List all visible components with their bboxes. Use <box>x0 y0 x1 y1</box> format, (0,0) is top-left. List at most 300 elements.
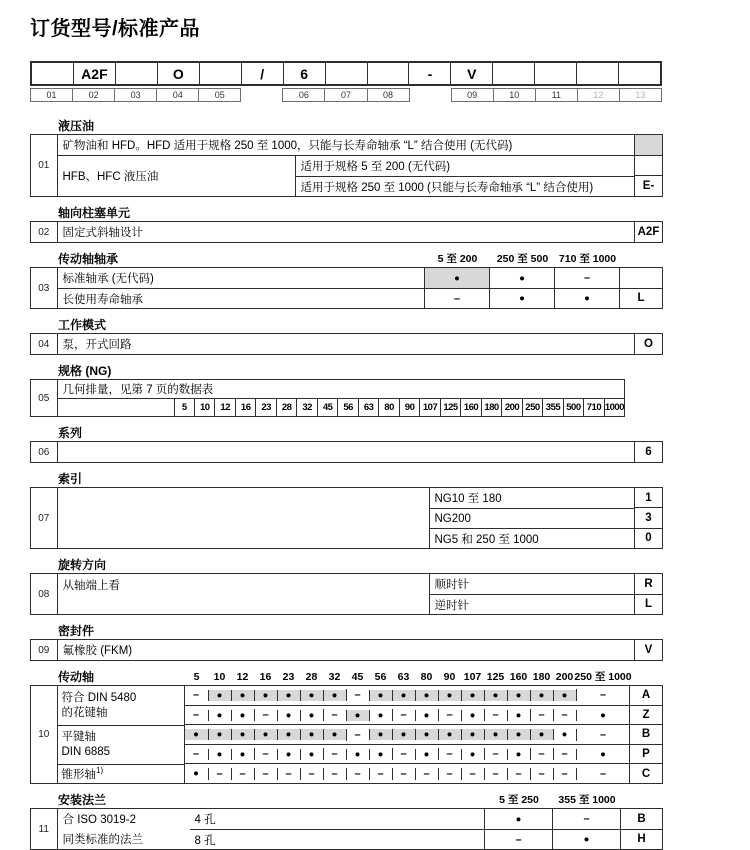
row-label: 泵，开式回路 <box>62 339 132 351</box>
row-label: 顺时针 <box>434 579 469 591</box>
section-number: 08 <box>31 574 58 614</box>
model-code-value-row <box>30 61 662 86</box>
availability-cell: ● <box>461 749 484 760</box>
code-cell: E- <box>635 175 662 196</box>
column-header: 250 至 1000 <box>574 671 632 683</box>
code-cell: H <box>621 829 662 850</box>
table-row <box>58 398 625 416</box>
model-code-gap <box>410 88 451 102</box>
availability-cell: ● <box>300 729 323 740</box>
availability-cell: ● <box>424 268 489 288</box>
size-cells <box>175 399 625 416</box>
availability-cell: – <box>530 748 553 760</box>
section-heading: 轴向柱塞单元 <box>58 206 131 220</box>
section-03-drive-shaft-bearing <box>30 252 663 309</box>
availability-cell: – <box>254 748 277 760</box>
code-cell: 1 <box>645 491 652 504</box>
availability-cell: – <box>300 768 323 780</box>
row-label: 长使用寿命轴承 <box>62 293 143 306</box>
grid-cell: 1000 <box>604 399 624 416</box>
code-cell: R <box>644 577 653 590</box>
availability-cell: ● <box>489 289 554 308</box>
availability-cell: ● <box>552 830 620 849</box>
grid-cell: 125 <box>486 671 505 683</box>
section-09-table <box>30 639 663 661</box>
grid-cell: 45 <box>317 399 337 416</box>
availability-cells <box>484 809 620 829</box>
availability-cell: ● <box>461 690 484 701</box>
code-cell: A2F <box>637 226 660 238</box>
section-09-seals <box>30 624 663 661</box>
grid-cell: 250 <box>522 399 542 416</box>
availability-cell: – <box>323 768 346 780</box>
model-code-gap <box>241 88 282 102</box>
availability-cell: ● <box>415 749 438 760</box>
code-cell: 0 <box>635 528 662 548</box>
availability-cell: – <box>231 768 254 780</box>
table-row <box>190 809 621 829</box>
availability-cell: – <box>484 830 552 849</box>
table-row <box>430 488 635 508</box>
availability-cell: ● <box>193 768 199 780</box>
section-number: 01 <box>31 135 58 196</box>
availability-cell: – <box>507 768 530 780</box>
grid-cell: 10 <box>213 671 226 683</box>
availability-cell: – <box>576 729 630 741</box>
availability-cell: ● <box>254 729 277 740</box>
availability-cell: ● <box>415 710 438 721</box>
availability-cell: ● <box>576 749 630 760</box>
availability-cell: – <box>208 768 231 780</box>
left-spanning-cell: 从轴端上看 <box>58 574 430 614</box>
section-number: 03 <box>31 268 58 308</box>
availability-cell: ● <box>507 729 530 740</box>
availability-cell: – <box>254 768 277 780</box>
availability-cell: – <box>369 768 392 780</box>
grid-cell: 160 <box>509 671 528 683</box>
availability-cell: ● <box>277 749 300 760</box>
model-code-cell: V <box>450 63 492 84</box>
row-label: 适用于规格 250 至 1000 (只能与长寿命轴承 “L” 结合使用) <box>300 181 594 194</box>
model-code-position: 09 <box>451 88 494 102</box>
table-row <box>58 268 620 288</box>
table-row <box>58 288 620 308</box>
availability-cell: ● <box>489 268 554 288</box>
code-cell <box>620 268 662 288</box>
model-code-position: 06 <box>282 88 325 102</box>
section-heading: 传动轴 <box>58 670 95 684</box>
section-heading: 工作模式 <box>58 318 107 332</box>
grid-cell: 125 <box>440 399 460 416</box>
availability-cell: ● <box>553 729 576 740</box>
model-code-cell: - <box>408 63 450 84</box>
page-title: 订货型号/标准产品 <box>30 18 201 40</box>
table-row <box>58 334 635 354</box>
grid-cell: 12 <box>236 671 249 683</box>
table-row <box>58 135 635 155</box>
grid-cell: 160 <box>460 399 480 416</box>
availability-cell: – <box>192 709 200 722</box>
availability-cell: – <box>277 768 300 780</box>
availability-cell: – <box>254 709 277 721</box>
model-code-cell <box>199 63 241 84</box>
grid-cell: 23 <box>255 399 275 416</box>
code-cell: 3 <box>635 507 662 527</box>
table-row <box>58 222 635 242</box>
grid-cell: 63 <box>358 399 378 416</box>
code-cell: C <box>630 763 662 783</box>
model-code-position: 05 <box>199 88 241 102</box>
grid-cell: 45 <box>351 671 364 683</box>
row-label: 锥形轴$^{1)}$ <box>58 764 184 783</box>
grid-cell: 107 <box>463 671 482 683</box>
model-code-position: 04 <box>157 88 199 102</box>
section-heading: 液压油 <box>58 119 95 133</box>
row-label: 矿物油和 HFD。HFD 适用于规格 250 至 1000，只能与长寿命轴承 “L” 结合使用 (无代码) <box>62 140 513 152</box>
row-label: 氟橡胶 (FKM) <box>62 645 133 657</box>
section-02-table <box>30 221 663 243</box>
section-number: 05 <box>31 380 58 416</box>
availability-cell: ● <box>438 729 461 740</box>
table-row <box>58 380 625 398</box>
availability-cell: – <box>392 748 415 760</box>
availability-cell: – <box>484 768 507 780</box>
section-05-table <box>30 379 625 417</box>
section-11-mounting-flange <box>30 793 663 850</box>
availability-cell: ● <box>438 690 461 701</box>
availability-cells <box>484 830 620 849</box>
model-code-cell <box>618 63 660 84</box>
section-04-operating-mode <box>30 318 663 355</box>
availability-cells <box>424 289 619 308</box>
availability-cell: ● <box>231 729 254 740</box>
section-number: 06 <box>31 442 58 462</box>
code-cell: B <box>630 724 662 744</box>
row-label: HFB、HFC 液压油 <box>62 171 159 183</box>
column-header: 250 至 500 <box>496 253 549 265</box>
availability-cell: – <box>415 768 438 780</box>
model-code-position: 07 <box>325 88 367 102</box>
grid-cell: 180 <box>532 671 551 683</box>
section-08-table <box>30 573 663 615</box>
code-cell: L <box>635 594 662 615</box>
grid-cell: 16 <box>235 399 255 416</box>
availability-row <box>185 744 630 764</box>
availability-cell: – <box>461 768 484 780</box>
model-code-position: 02 <box>73 88 115 102</box>
grid-cell: 5 <box>181 402 187 413</box>
availability-cell: – <box>192 689 200 702</box>
availability-cell: ● <box>369 729 392 740</box>
model-code-cell: / <box>241 63 283 84</box>
row-label: 标准轴承 (无代码) <box>62 273 154 285</box>
model-code-cell <box>325 63 367 84</box>
table-row <box>430 594 635 614</box>
availability-cell: ● <box>461 729 484 740</box>
code-cell: Z <box>630 705 662 725</box>
availability-cell: ● <box>208 729 231 740</box>
availability-cell: ● <box>254 690 277 701</box>
availability-cell: – <box>438 709 461 721</box>
section-06-table <box>30 441 663 463</box>
left-spanning-cell <box>58 488 430 548</box>
row-label: 8 孔 <box>194 834 216 847</box>
section-10-table <box>30 685 663 784</box>
table-row-group <box>58 155 635 196</box>
availability-cell: ● <box>461 710 484 721</box>
column-headers <box>185 670 576 685</box>
table-row <box>190 829 621 849</box>
availability-cell: – <box>576 689 630 701</box>
availability-cell: ● <box>507 710 530 721</box>
grid-cell: 355 <box>542 399 562 416</box>
model-code-cell <box>576 63 618 84</box>
availability-cell: ● <box>576 710 630 721</box>
section-06-series <box>30 426 663 463</box>
availability-cell: ● <box>277 690 300 701</box>
section-07-table <box>30 487 663 549</box>
availability-cell: ● <box>553 690 576 701</box>
code-cell: V <box>644 644 653 656</box>
grid-cell: 16 <box>259 671 272 683</box>
model-code-position-row <box>30 88 662 102</box>
grid-cell: 32 <box>328 671 341 683</box>
grid-cell: 32 <box>296 399 316 416</box>
code-cell: L <box>620 288 662 309</box>
model-code-position: 12 <box>578 88 620 102</box>
model-code-position: 03 <box>115 88 157 102</box>
availability-cell: ● <box>208 710 231 721</box>
table-row <box>296 156 635 176</box>
grid-cell: 28 <box>305 671 318 683</box>
row-label: 4 孔 <box>194 814 216 826</box>
table-row <box>58 640 635 660</box>
model-code-position: 01 <box>30 88 73 102</box>
availability-cell: ● <box>231 710 254 721</box>
row-label: 固定式斜轴设计 <box>62 227 143 239</box>
section-10-drive-shaft <box>30 670 663 784</box>
availability-row <box>185 724 630 744</box>
availability-cell: – <box>392 709 415 721</box>
grid-cell: 107 <box>419 399 439 416</box>
row-label: NG10 至 180 <box>434 493 502 505</box>
availability-cell: ● <box>507 749 530 760</box>
model-code-cell <box>32 63 73 84</box>
availability-cell: ● <box>369 710 392 721</box>
row-label: 平键轴 DIN 6885 <box>58 725 184 764</box>
shaft-type-labels <box>58 686 185 783</box>
row-label: 逆时针 <box>434 599 469 612</box>
availability-cells <box>424 268 619 288</box>
grid-cell: 12 <box>214 399 234 416</box>
availability-row <box>185 763 630 783</box>
availability-cell: ● <box>484 729 507 740</box>
code-cell <box>635 155 662 176</box>
availability-cell: – <box>484 748 507 760</box>
availability-cell: ● <box>277 710 300 721</box>
table-row <box>296 176 635 196</box>
column-header: 5 至 200 <box>437 253 478 265</box>
model-code-position: 10 <box>494 88 536 102</box>
availability-cell: ● <box>300 710 323 721</box>
column-header: 355 至 1000 <box>558 794 616 806</box>
availability-cell: ● <box>300 690 323 701</box>
model-code-table <box>30 61 662 102</box>
grid-cell: 28 <box>276 399 296 416</box>
availability-cell: – <box>424 289 489 308</box>
model-code-cell: A2F <box>73 63 115 84</box>
code-cell: B <box>637 812 646 825</box>
section-heading: 索引 <box>58 472 83 486</box>
section-11-table <box>30 808 663 850</box>
section-heading: 旋转方向 <box>58 558 107 572</box>
availability-cell: ● <box>208 749 231 760</box>
availability-cell: – <box>323 748 346 760</box>
availability-cell: – <box>530 768 553 780</box>
section-number: 02 <box>31 222 58 242</box>
section-heading: 规格 (NG) <box>58 364 112 378</box>
grid-cell: 500 <box>563 399 583 416</box>
grid-cell: 90 <box>443 671 456 683</box>
availability-cell: ● <box>530 690 553 701</box>
availability-cell: ● <box>392 729 415 740</box>
availability-cell: ● <box>415 729 438 740</box>
availability-cell: ● <box>185 729 208 740</box>
availability-cell: ● <box>415 690 438 701</box>
grid-cell: 63 <box>397 671 410 683</box>
grid-cell: 200 <box>555 671 574 683</box>
model-code-position: 13 <box>620 88 662 102</box>
section-heading: 传动轴轴承 <box>58 252 119 266</box>
grid-cell: 5 <box>193 671 200 683</box>
availability-cell: – <box>530 709 553 721</box>
availability-row <box>185 686 630 705</box>
section-03-table <box>30 267 663 309</box>
model-code-cell <box>492 63 534 84</box>
row-label: 适用于规格 5 至 200 (无代码) <box>300 161 451 173</box>
section-02-axial-piston-unit <box>30 206 663 243</box>
availability-cell: ● <box>346 710 369 721</box>
section-01-hydraulic-fluid <box>30 119 663 197</box>
grid-cell: 10 <box>194 399 214 416</box>
availability-cell: ● <box>484 690 507 701</box>
size-row-spacer <box>58 399 175 416</box>
row-label: NG5 和 250 至 1000 <box>434 533 539 546</box>
grid-cell: 180 <box>481 399 501 416</box>
availability-cell: – <box>346 729 369 741</box>
section-number: 09 <box>31 640 58 660</box>
availability-cell: – <box>323 709 346 721</box>
row-label: 几何排量，见第 7 页的数据表 <box>62 384 214 396</box>
section-01-table <box>30 134 663 197</box>
grid-cell: 56 <box>374 671 387 683</box>
availability-cell: – <box>346 689 369 701</box>
availability-cell: ● <box>231 690 254 701</box>
code-cell: 6 <box>645 446 652 458</box>
section-number: 11 <box>31 809 58 849</box>
availability-cell: ● <box>392 690 415 701</box>
availability-cell: ● <box>554 289 619 308</box>
availability-cell: – <box>484 709 507 721</box>
code-cell: A <box>641 689 651 702</box>
availability-cell: – <box>553 748 576 760</box>
availability-cell: ● <box>323 729 346 740</box>
table-row <box>58 442 635 462</box>
availability-cell: – <box>438 748 461 760</box>
table-row <box>430 528 635 548</box>
table-row <box>430 508 635 528</box>
grid-cell: 710 <box>583 399 603 416</box>
flange-standard-label: 合 ISO 3019-2 同类标准的法兰 <box>62 814 143 846</box>
availability-cell: ● <box>208 690 231 701</box>
column-header: 5 至 250 <box>499 794 539 806</box>
model-code-cell <box>115 63 157 84</box>
grid-cell: 80 <box>378 399 398 416</box>
model-code-cell: 6 <box>283 63 325 84</box>
column-header: 710 至 1000 <box>558 253 617 265</box>
model-code-position: 11 <box>536 88 578 102</box>
availability-cell: ● <box>530 729 553 740</box>
model-code-position: 08 <box>368 88 410 102</box>
grid-cell: 23 <box>282 671 295 683</box>
availability-cell: ● <box>369 749 392 760</box>
model-code-cell <box>534 63 576 84</box>
section-04-table <box>30 333 663 355</box>
availability-cell: – <box>192 748 200 761</box>
availability-cell: ● <box>300 749 323 760</box>
section-heading: 系列 <box>58 426 83 440</box>
footnote-marker: 1) <box>96 765 104 775</box>
availability-cell: ● <box>484 809 552 829</box>
grid-cell: 200 <box>501 399 521 416</box>
section-number: 04 <box>31 334 58 354</box>
availability-cell: – <box>576 768 630 780</box>
availability-cell: – <box>554 268 619 288</box>
availability-cell: – <box>552 809 620 829</box>
section-05-size-ng <box>30 364 663 417</box>
model-code-cell <box>367 63 409 84</box>
table-row <box>430 574 635 594</box>
availability-cell: – <box>392 768 415 780</box>
availability-cell: – <box>553 768 576 780</box>
availability-cell: ● <box>346 749 369 760</box>
availability-row <box>185 705 630 725</box>
section-07-index <box>30 472 663 549</box>
grid-cell: 56 <box>337 399 357 416</box>
code-cell: O <box>644 338 653 350</box>
section-number: 07 <box>31 488 58 548</box>
section-08-direction-of-rotation <box>30 558 663 615</box>
grid-cell: 90 <box>399 399 419 416</box>
section-number: 10 <box>31 686 58 783</box>
availability-cell: – <box>553 709 576 721</box>
section-heading: 安装法兰 <box>58 793 107 807</box>
availability-cell: ● <box>231 749 254 760</box>
row-label: NG200 <box>434 512 471 525</box>
row-label: 符合 DIN 5480 的花键轴 <box>61 691 137 719</box>
grid-cell: 80 <box>420 671 433 683</box>
code-cell <box>635 135 662 155</box>
section-heading: 密封件 <box>58 624 95 638</box>
availability-cell: – <box>346 768 369 780</box>
availability-cell: ● <box>369 690 392 701</box>
availability-cell: ● <box>507 690 530 701</box>
model-code-cell: O <box>157 63 199 84</box>
availability-cell: – <box>438 768 461 780</box>
code-cell: P <box>630 744 662 764</box>
availability-cell: ● <box>277 729 300 740</box>
availability-cell: ● <box>323 690 346 701</box>
